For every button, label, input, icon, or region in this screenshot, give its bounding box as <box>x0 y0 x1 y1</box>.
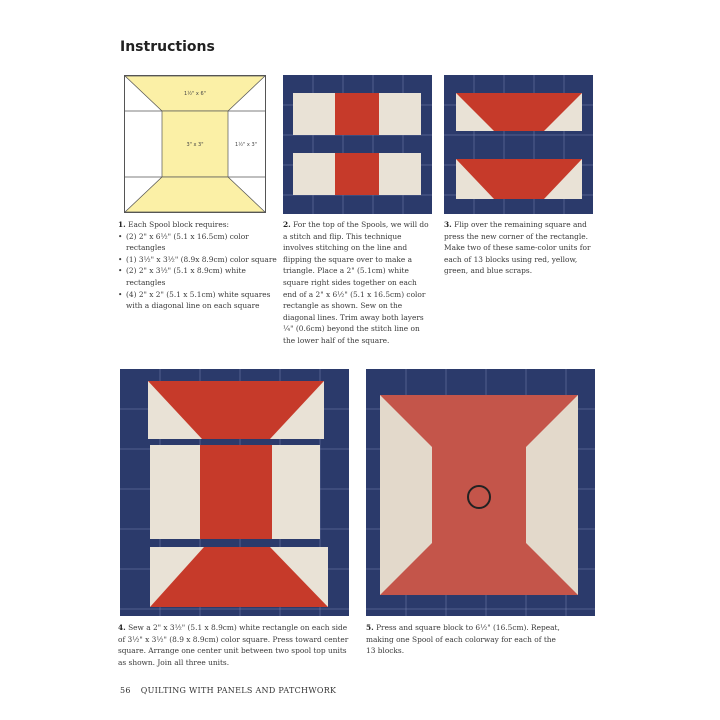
requirements-list <box>118 231 278 312</box>
step-2 <box>283 219 433 347</box>
step-number: 5. <box>366 623 374 632</box>
step-text: Sew a 2" x 3½" (5.1 x 8.9cm) white rectangle on each side of 3½" x 3½" (8.9 x 8.9cm) color square. Press toward center square. Arrange one center unit between two spool top units as shown. Join all three units. <box>118 623 349 667</box>
step-text: Flip over the remaining square and press the new corner of the rectangle. Make two of these same-color units for each of 13 blocks using red, yellow, green, and blue scraps. <box>444 220 591 276</box>
list-item: • (1) 3½" x 3½" (8.9x 8.9cm) color square <box>118 254 278 266</box>
step-number: 4. <box>118 623 126 632</box>
step-1 <box>118 219 278 312</box>
step-text: Each Spool block requires: <box>128 220 229 229</box>
step-4 <box>118 622 353 668</box>
page-number: 56 <box>120 686 131 695</box>
step-3 <box>444 219 599 277</box>
step-number: 3. <box>444 220 452 229</box>
step-text: Press and square block to 6½" (16.5cm). Repeat, making one Spool of each colorway for each of the 13 blocks. <box>366 623 560 656</box>
label-side: 1½" x 3" <box>235 142 257 148</box>
book-title: QUILTING WITH PANELS AND PATCHWORK <box>140 686 337 695</box>
page-title: Instructions <box>120 39 215 55</box>
list-item: • (2) 2" x 3½" (5.1 x 8.9cm) white rectangles <box>118 265 278 288</box>
list-item: • (2) 2" x 6½" (5.1 x 16.5cm) color rectangles <box>118 231 278 254</box>
photo-step-4 <box>120 369 349 616</box>
photo-step-5 <box>366 369 595 616</box>
list-item: • (4) 2" x 2" (5.1 x 5.1cm) white squares with a diagonal line on each square <box>118 289 278 312</box>
photo-step-3 <box>444 75 593 214</box>
photo-step-2 <box>283 75 432 214</box>
page-footer <box>120 686 346 695</box>
label-top: 1½" x 6" <box>184 91 206 97</box>
step-5 <box>366 622 566 657</box>
step-number: 2. <box>283 220 291 229</box>
step-text: For the top of the Spools, we will do a stitch and flip. This technique involves stitching on the line and flipping the square over to make a triangle. Place a 2" (5.1cm) white square right sides together on each end of a 2" x 6½" (5.1 x 16.5cm) color rectangle as shown. Sew on the diagonal lines. Trim away both layers ¼" (0.6cm) beyond the stitch line on the lower half of the square. <box>283 220 429 345</box>
spool-block-diagram <box>124 75 266 213</box>
step-number: 1. <box>118 220 126 229</box>
label-center: 3" x 3" <box>186 142 204 148</box>
